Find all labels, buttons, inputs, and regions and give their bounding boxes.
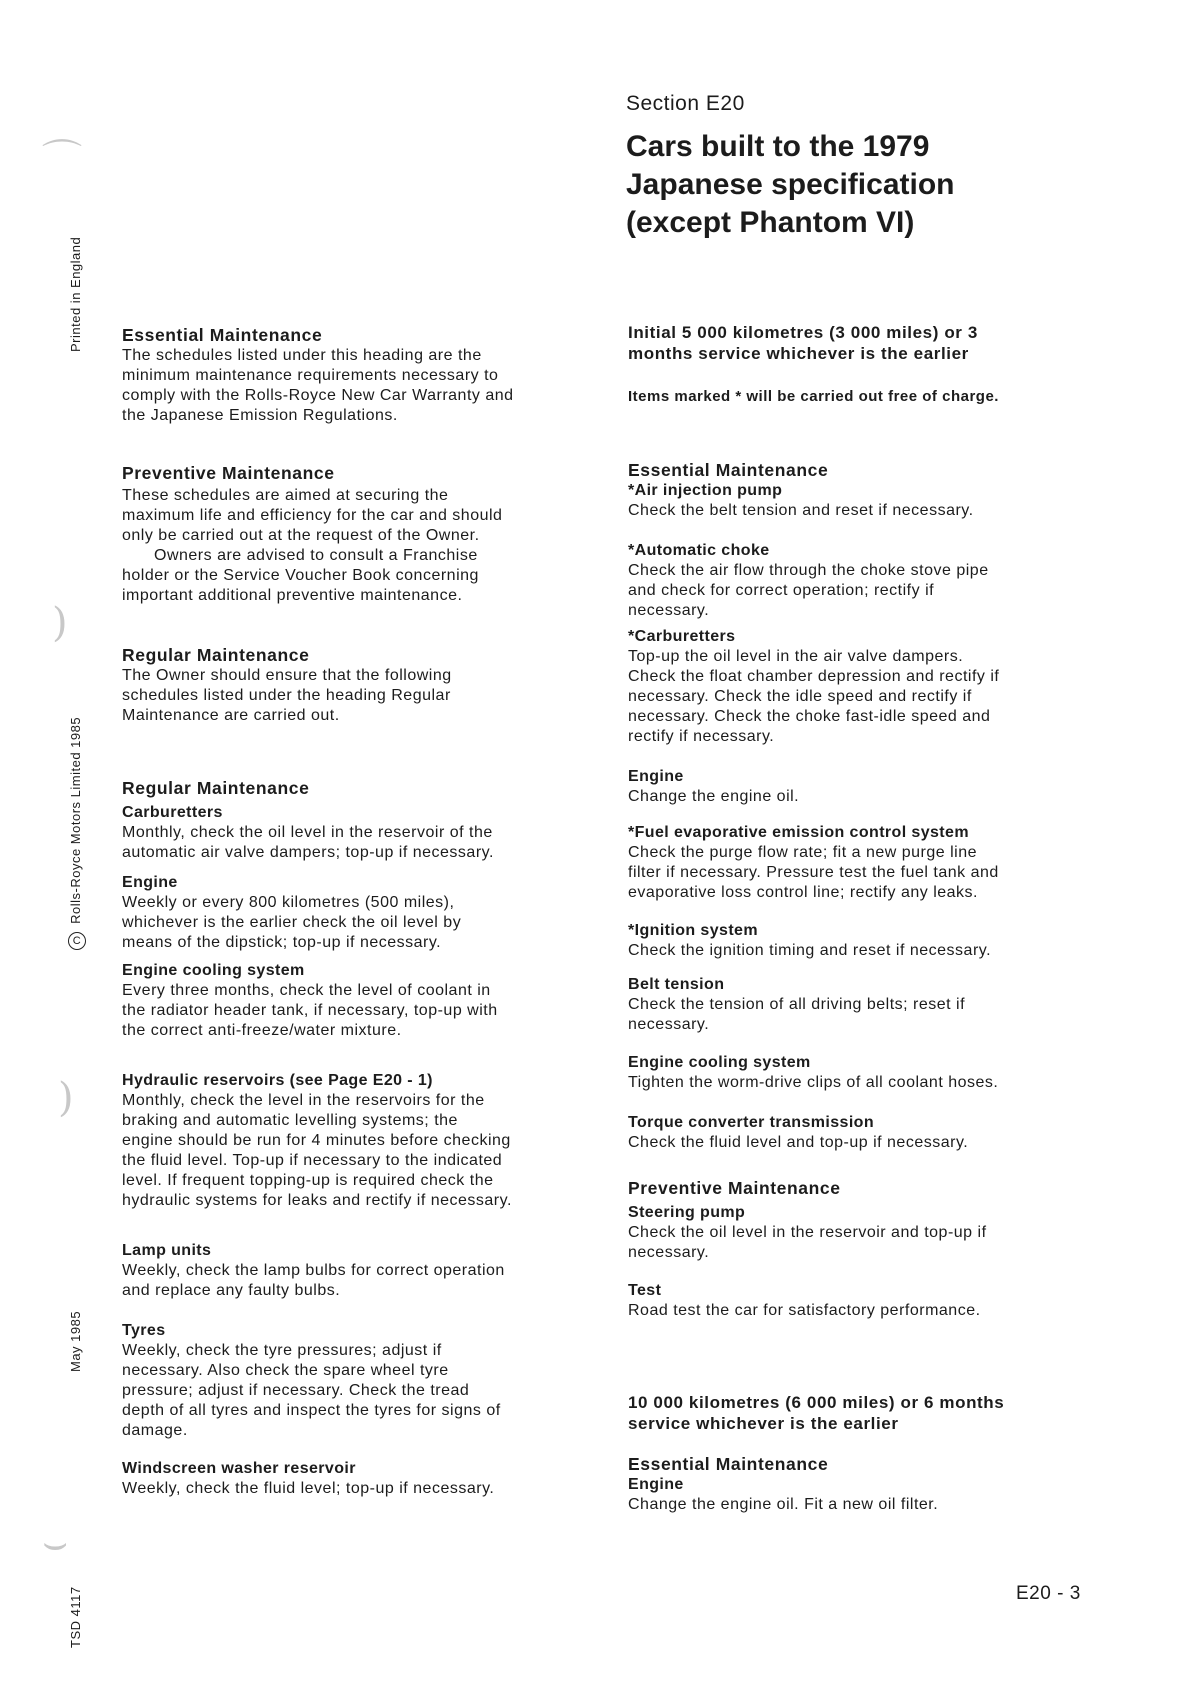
paragraph: These schedules are aimed at securing the maximum life and efficiency for the car and should only be carried out at the request of the Owner. Owners are advised to consult a Franchise holder or the Service Voucher Book concerning important additional preventive maintenance. <box>122 487 503 604</box>
page-number: E20 - 3 <box>1016 1583 1081 1604</box>
essential-maintenance-intro <box>122 325 592 426</box>
preventive-maintenance-intro <box>122 463 592 606</box>
ten-thousand-km-service: 10 000 kilometres (6 000 miles) or 6 months service whichever is the earlier Essential Maintenance Engine Change the engine oil. Fit a new oil filter. <box>628 1392 1098 1515</box>
heading: Essential Maintenance <box>628 460 829 480</box>
margin-mark: ⌣ <box>42 1520 69 1566</box>
section-label: Section E20 <box>626 92 745 115</box>
copyright-notice: C Rolls-Royce Motors Limited 1985 <box>68 717 86 950</box>
heading: Regular Maintenance <box>122 778 310 798</box>
document-ref: TSD 4117 <box>68 1586 83 1648</box>
copyright-icon: C <box>68 932 86 950</box>
heading: Preventive Maintenance <box>628 1178 841 1198</box>
initial-service-heading: Initial 5 000 kilometres (3 000 miles) or 3 months service whichever is the earlier Items marked * will be carried out free of charge. <box>628 322 1098 405</box>
heading: Essential Maintenance <box>122 325 323 345</box>
paragraph: The schedules listed under this heading are the minimum maintenance requirements necessary to comply with the Rolls-Royce New Car Warranty and the Japanese Emission Regulations. <box>122 347 514 424</box>
margin-mark: ⌒ <box>42 137 82 183</box>
regular-maintenance-intro <box>122 645 592 726</box>
margin-mark: ) <box>52 600 68 646</box>
issue-date: May 1985 <box>68 1310 83 1372</box>
regular-maintenance-list: Regular Maintenance Carburetters Monthly, check the oil level in the reservoir of the automatic air valve dampers; top-up if necessary. Engine Weekly or every 800 kilometres (500 miles), whichever is the earlier check the oil level by means of the dipstick; top-up if necessary. Engine cooling system Every three months, check the level of coolant in the radiator header tank, if necessary, top-up with the correct anti-freeze/water mixture. Hydraulic reservoirs (see Page E20 - 1) Monthly, check the level in the reservoirs for the braking and automatic levelling systems; the engine should be run for 4 minutes before checking the fluid level. Top-up if necessary to the indicated level. If frequent topping-up is required check the hydraulic systems for leaks and rectify if necessary. Lamp units Weekly, check the lamp bulbs for correct operation and replace any faulty bulbs. Tyres Weekly, check the tyre pressures; adjust if necessary. Also check the spare wheel tyre pressure; adjust if necessary. Check the tread depth of all tyres and inspect the tyres for signs of damage. Windscreen washer reservoir Weekly, check the fluid level; top-up if necessary. <box>122 778 592 1499</box>
paragraph: The Owner should ensure that the following schedules listed under the heading Regular Maintenance are carried out. <box>122 667 452 724</box>
initial-essential-maintenance: Essential Maintenance *Air injection pump Check the belt tension and reset if necessary. *Automatic choke Check the air flow through the choke stove pipe and check for correct operation; rectify if necessary. *Carburetters Top-up the oil level in the air valve dampers. Check the float chamber depression and rectify if necessary. Check the idle speed and rectify if necessary. Check the choke fast-idle speed and rectify if necessary. Engine Change the engine oil. *Fuel evaporative emission control system Check the purge flow rate; fit a new purge line filter if necessary. Pressure test the fuel tank and evaporative loss control line; rectify any leaks. *Ignition system Check the ignition timing and reset if necessary. Belt tension Check the tension of all driving belts; reset if necessary. Engine cooling system Tighten the worm-drive clips of all coolant hoses. Torque converter transmission Check the fluid level and top-up if necessary. <box>628 460 1098 1153</box>
heading: Regular Maintenance <box>122 645 310 665</box>
initial-preventive-maintenance: Preventive Maintenance Steering pump Check the oil level in the reservoir and top-up if necessary. Test Road test the car for satisfactory performance. <box>628 1178 1098 1321</box>
margin-mark: ) <box>58 1075 74 1121</box>
free-of-charge-note: Items marked * will be carried out free of charge. <box>628 388 999 405</box>
heading: Preventive Maintenance <box>122 463 335 483</box>
printed-in-england: Printed in England <box>68 236 83 352</box>
heading: Essential Maintenance <box>628 1454 829 1474</box>
page-title: Cars built to the 1979 Japanese specification (except Phantom VI) <box>626 130 955 239</box>
